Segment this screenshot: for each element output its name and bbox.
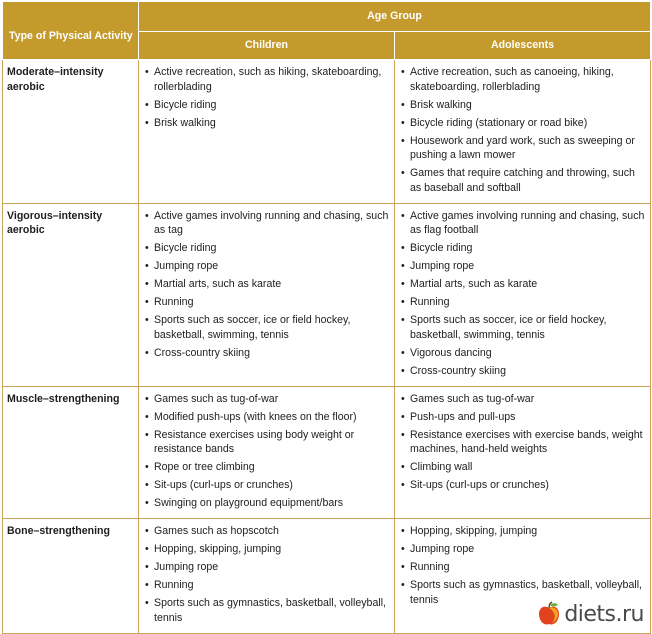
list-item: • Sports such as gymnastics, basketball, volleyball, tennis [143, 596, 390, 625]
list-item: • Hopping, skipping, jumping [143, 542, 390, 557]
list-item: • Bicycle riding (stationary or road bike) [399, 116, 646, 131]
activity-type-cell: Muscle–strengthening [3, 386, 139, 519]
list-item: • Games such as tug-of-war [143, 392, 390, 407]
list-item: • Jumping rope [143, 560, 390, 575]
list-item: • Running [143, 578, 390, 593]
activity-type-cell: Bone–strengthening [3, 519, 139, 634]
table-body [3, 60, 651, 634]
list-item: • Climbing wall [399, 460, 646, 475]
list-item: • Martial arts, such as karate [399, 277, 646, 292]
children-header: Children [139, 32, 395, 60]
children-activities-cell [139, 60, 395, 204]
list-item: • Bicycle riding [399, 241, 646, 256]
children-activity-list [143, 524, 390, 625]
list-item: • Games such as tug-of-war [399, 392, 646, 407]
apple-icon [536, 601, 562, 627]
children-activity-list [143, 392, 390, 511]
children-activities-cell [139, 519, 395, 634]
list-item: • Bicycle riding [143, 98, 390, 113]
adolescents-activity-list [399, 392, 646, 493]
list-item: • Jumping rope [399, 259, 646, 274]
list-item: • Brisk walking [399, 98, 646, 113]
activity-table [2, 1, 651, 634]
table-row [3, 386, 651, 519]
list-item: • Jumping rope [399, 542, 646, 557]
activity-type-cell: Vigorous–intensity aerobic [3, 203, 139, 386]
activity-type-cell: Moderate–intensity aerobic [3, 60, 139, 204]
adolescents-header: Adolescents [395, 32, 651, 60]
table-row [3, 60, 651, 204]
list-item: • Running [143, 295, 390, 310]
children-activities-cell [139, 203, 395, 386]
children-activities-cell [139, 386, 395, 519]
header-row-group [3, 2, 651, 32]
adolescents-activities-cell [395, 60, 651, 204]
list-item: • Modified push-ups (with knees on the floor) [143, 410, 390, 425]
list-item: • Running [399, 295, 646, 310]
list-item: • Vigorous dancing [399, 346, 646, 361]
list-item: • Resistance exercises using body weight or resistance bands [143, 428, 390, 457]
diets-logo [534, 601, 646, 627]
table-row [3, 203, 651, 386]
type-header: Type of Physical Activity [3, 2, 139, 60]
list-item: • Games such as hopscotch [143, 524, 390, 539]
list-item: • Sit-ups (curl-ups or crunches) [399, 478, 646, 493]
list-item: • Games that require catching and throwing, such as baseball and softball [399, 166, 646, 195]
list-item: • Sports such as gymnastics, basketball, volleyball, tennis [399, 578, 646, 607]
adolescents-activity-list [399, 65, 646, 195]
list-item: • Bicycle riding [143, 241, 390, 256]
list-item: • Active games involving running and chasing, such as tag [143, 209, 390, 238]
adolescents-activities-cell [395, 203, 651, 386]
list-item: • Resistance exercises with exercise bands, weight machines, hand-held weights [399, 428, 646, 457]
adolescents-activity-list [399, 209, 646, 379]
list-item: • Sports such as soccer, ice or field hockey, basketball, swimming, tennis [399, 313, 646, 342]
age-group-header: Age Group [139, 2, 651, 32]
list-item: • Cross-country skiing [143, 346, 390, 361]
list-item: • Running [399, 560, 646, 575]
list-item: • Active games involving running and chasing, such as flag football [399, 209, 646, 238]
list-item: • Hopping, skipping, jumping [399, 524, 646, 539]
list-item: • Swinging on playground equipment/bars [143, 496, 390, 511]
adolescents-activity-list [399, 524, 646, 607]
list-item: • Brisk walking [143, 116, 390, 131]
list-item: • Sit-ups (curl-ups or crunches) [143, 478, 390, 493]
children-activity-list [143, 65, 390, 130]
list-item: • Rope or tree climbing [143, 460, 390, 475]
list-item: • Jumping rope [143, 259, 390, 274]
list-item: • Sports such as soccer, ice or field hockey, basketball, swimming, tennis [143, 313, 390, 342]
list-item: • Martial arts, such as karate [143, 277, 390, 292]
list-item: • Active recreation, such as canoeing, hiking, skateboarding, rollerblading [399, 65, 646, 94]
list-item: • Active recreation, such as hiking, skateboarding, rollerblading [143, 65, 390, 94]
list-item: • Push-ups and pull-ups [399, 410, 646, 425]
list-item: • Cross-country skiing [399, 364, 646, 379]
watermark-text: diets.ru [564, 601, 644, 627]
children-activity-list [143, 209, 390, 361]
adolescents-activities-cell [395, 386, 651, 519]
list-item: • Housework and yard work, such as sweeping or pushing a lawn mower [399, 134, 646, 163]
